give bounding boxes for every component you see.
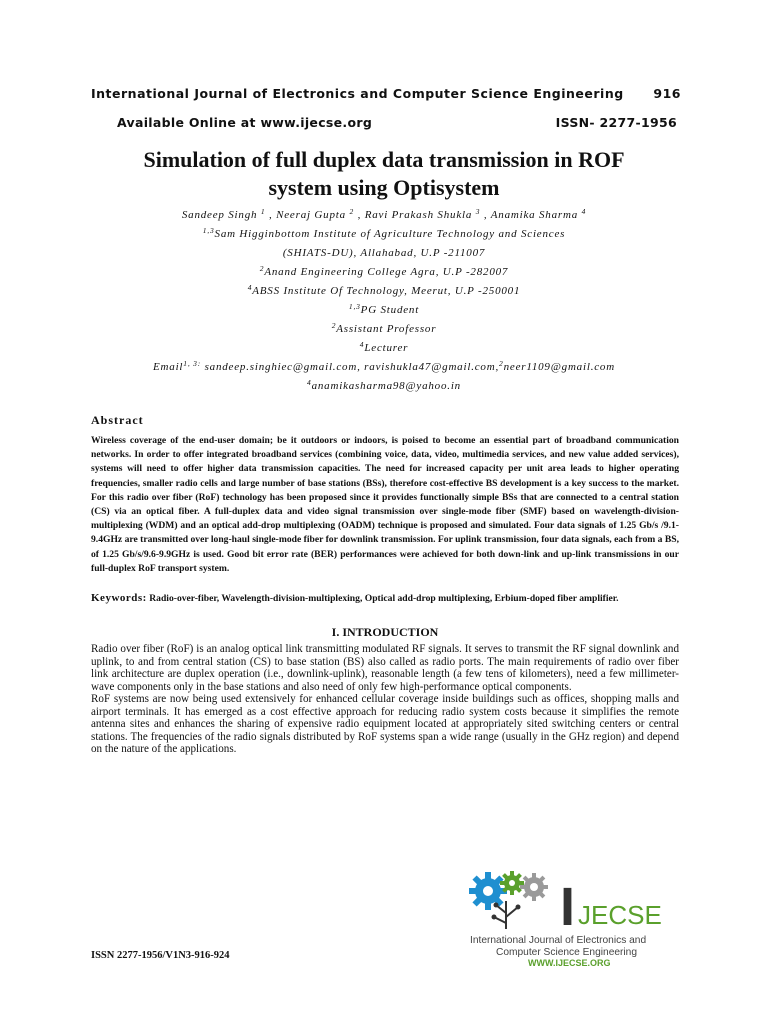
journal-header xyxy=(91,86,681,101)
logo-subtitle-2: Computer Science Engineering xyxy=(496,947,638,958)
author-4-sup: 4 xyxy=(581,207,587,216)
role-3: $^4$Lecturer xyxy=(359,340,409,354)
author-4: , Anamika Sharma xyxy=(483,209,579,221)
email-line: Email$^{1, 3:}$ sandeep.singhiec@gmail.com, ravishukla47@gmail.com,$^2$neer1109@gmail.com xyxy=(153,359,615,373)
author-2-sup: 2 xyxy=(349,207,355,216)
page-number: 916 xyxy=(653,86,681,101)
author-1-sup: 1 xyxy=(260,207,266,216)
author-1: Sandeep Singh xyxy=(181,209,258,221)
affiliation-1-cont: (SHIATS-DU), Allahabad, U.P -211007 xyxy=(282,247,486,259)
gear-icon-gray xyxy=(520,873,548,901)
introduction-body xyxy=(91,643,679,756)
keywords-label: Keywords: xyxy=(91,592,147,604)
title-line-1: Simulation of full duplex data transmission in ROF xyxy=(143,147,625,172)
author-3-sup: 3 xyxy=(475,207,481,216)
intro-paragraph-1: Radio over fiber (RoF) is an analog optical link transmitting modulated RF signals. It serves to transmit the RF signal downlink and uplink, to and from central station (CS) to base station (BS) also called as radio ports. The main requirements of radio over fiber link architecture are duplex operation (i.e., downlink-uplink), reasonable length (a few tens of kilometers), need a few millimeter-wave components only in the base stations and also need of only few high-performance optical components. xyxy=(91,643,679,693)
logo-subtitle-1: International Journal of Electronics and xyxy=(470,935,647,946)
introduction-heading: I. INTRODUCTION xyxy=(331,625,439,639)
author-names xyxy=(60,206,708,225)
gear-icon-green xyxy=(500,871,524,895)
keywords xyxy=(91,591,679,606)
role-1: $^{1,3}$PG Student xyxy=(348,302,420,316)
journal-name: International Journal of Electronics and Computer Science Engineering xyxy=(91,86,624,101)
affiliation-2: $^2$Anand Engineering College Agra, U.P -282007 xyxy=(259,264,509,278)
affiliation-1: $^{1,3}$Sam Higginbottom Institute of Agriculture Technology and Sciences xyxy=(202,226,566,240)
affiliation-3: $^4$ABSS Institute Of Technology, Meerut, U.P -250001 xyxy=(247,283,521,297)
ijecse-logo xyxy=(466,869,681,969)
footer-issn: ISSN 2277-1956/V1N3-916-924 xyxy=(91,950,230,961)
logo-letter-i: I xyxy=(560,877,576,937)
intro-paragraph-2: RoF systems are now being used extensively for enhanced cellular coverage inside buildings such as offices, shopping malls and airport terminals. It has emerged as a cost effective approach for reducing radio system costs because it simplifies the remote antenna sites and enhances the sharing of expensive radio equipment located at appropriately sited switching centers or central stations. The frequencies of the radio signals distributed by RoF systems span a wide range (usually in the GHz region) and depend on the nature of the applications. xyxy=(91,693,679,755)
author-2: , Neeraj Gupta xyxy=(269,209,346,221)
paper-title xyxy=(60,146,708,202)
keywords-text: Radio-over-fiber, Wavelength-division-multiplexing, Optical add-drop multiplexing, Erbium-doped fiber amplifier. xyxy=(146,593,619,604)
author-block xyxy=(60,206,708,396)
abstract-heading: Abstract xyxy=(91,413,144,427)
author-3: , Ravi Prakash Shukla xyxy=(357,209,473,221)
role-2: $^2$Assistant Professor xyxy=(331,321,437,335)
logo-url: WWW.IJECSE.ORG xyxy=(528,958,611,968)
availability-line xyxy=(117,115,677,130)
abstract-body: Wireless coverage of the end-user domain; be it outdoors or indoors, is poised to become an essential part of broadband communication networks. In order to offer integrated broadband services (combining voice, data, video, multimedia services, and new value added services), systems will need to offer higher data transmission capacities. The need for increased capacity per unit area leads to higher operating frequencies, smaller radio cells and large number of base stations (BSs), therefore cost-effective BS development is a key success to the market. For this radio over fiber (RoF) technology has been proposed since it provides functionally simple BSs that are connected to a central station (CS) via an optical fiber. A full-duplex data and video signal transmission over single-mode fiber (SMF) based on wavelength-division-multiplexing (WDM) and an optical add-drop multiplexing (OADM) technique is proposed and simulated. Four data signals of 1.25 Gb/s /9.1-9.4GHz are transmitted over long-haul single-mode fiber for downlink transmission. For uplink transmission, four data signals, each from a BS, of 1.25 Gb/s/9.6-9.9GHz is used. Good bit error rate (BER) performances were achieved for both down-link and up-link transmissions in our full-duplex RoF transport system. xyxy=(91,435,679,574)
gear-icon-blue xyxy=(469,872,507,910)
issn-text: ISSN- 2277-1956 xyxy=(555,115,677,130)
logo-wordmark: JECSE xyxy=(578,900,662,930)
available-online-text: Available Online at www.ijecse.org xyxy=(117,115,373,130)
email-line-2: $^4$anamikasharma98@yahoo.in xyxy=(307,378,461,392)
title-line-2: system using Optisystem xyxy=(268,175,500,200)
